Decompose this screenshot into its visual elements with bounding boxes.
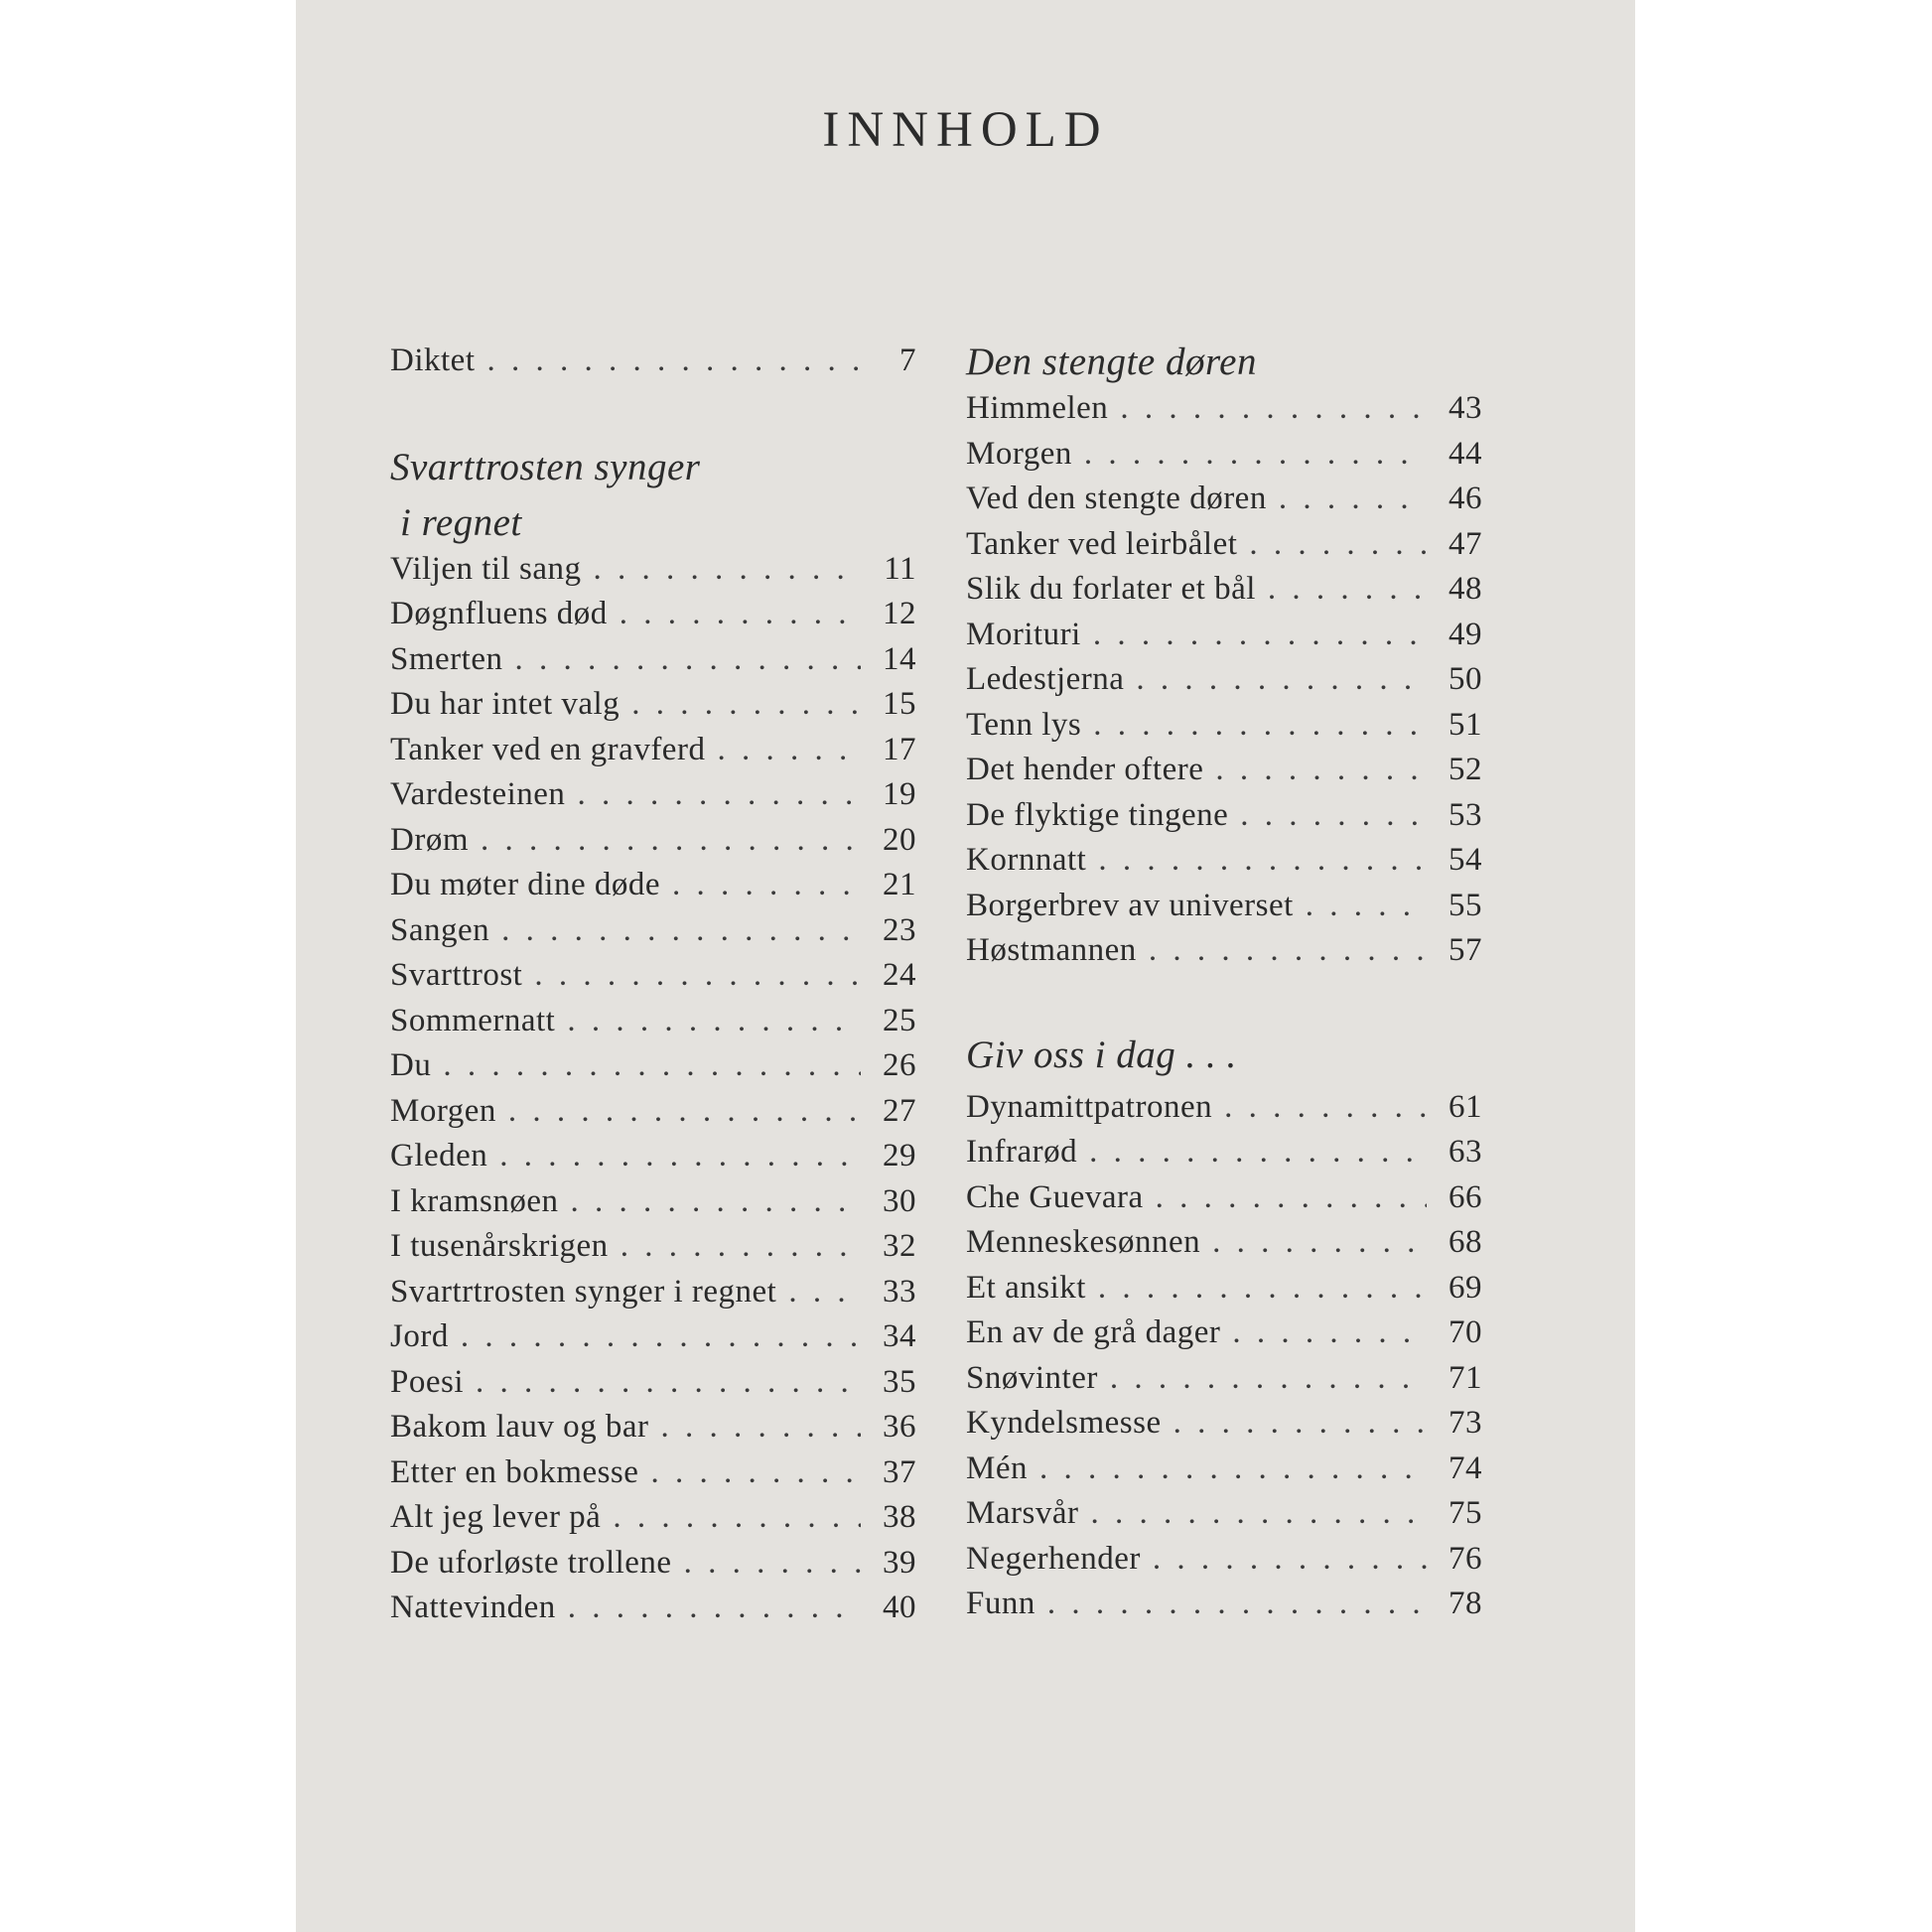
toc-entry	[390, 1274, 916, 1319]
dot-leader	[613, 1499, 861, 1536]
entry-title: Gleden	[390, 1138, 488, 1173]
dot-leader	[1240, 797, 1427, 834]
toc-entry	[966, 661, 1482, 707]
entry-title: Morgen	[966, 435, 1072, 472]
entry-page: 11	[884, 550, 916, 587]
dot-leader	[650, 1454, 861, 1491]
entry-title: I tusenårskrigen	[390, 1228, 609, 1264]
toc-entry	[390, 1093, 916, 1139]
dot-leader	[1089, 1134, 1427, 1171]
toc-entry	[966, 1541, 1482, 1587]
toc-entry	[390, 1454, 916, 1500]
entry-title: Ledestjerna	[966, 661, 1125, 697]
dot-leader	[684, 1545, 861, 1582]
toc-entry-list	[966, 1089, 1482, 1631]
entry-title: Alt jeg lever på	[390, 1499, 602, 1535]
entry-title: Du	[390, 1047, 432, 1083]
dot-leader	[1047, 1586, 1427, 1622]
entry-title: Snøvinter	[966, 1359, 1098, 1396]
entry-title: Du møter dine døde	[390, 867, 661, 902]
dot-leader	[661, 1409, 861, 1446]
entry-title: Etter en bokmesse	[390, 1453, 639, 1490]
entry-title: Du har intet valg	[390, 686, 621, 722]
dot-leader	[481, 822, 861, 859]
entry-title: Nattevinden	[390, 1589, 556, 1625]
toc-entry	[390, 912, 916, 958]
entry-title: De uforløste trollene	[390, 1544, 672, 1581]
entry-title: Sangen	[390, 911, 490, 948]
toc-entry	[390, 1589, 916, 1635]
toc-entry	[966, 571, 1482, 617]
toc-entry	[966, 932, 1482, 978]
toc-entry	[390, 822, 916, 868]
toc-entry	[966, 1179, 1482, 1225]
toc-entry	[966, 1360, 1482, 1406]
toc-entry	[966, 888, 1482, 933]
entry-page: 23	[883, 911, 916, 948]
entry-title: I kramsnøen	[390, 1182, 559, 1219]
entry-title: Dynamittpatronen	[966, 1088, 1213, 1125]
entry-page: 30	[883, 1182, 916, 1219]
page-title: INNHOLD	[822, 102, 1109, 158]
dot-leader	[1268, 571, 1427, 608]
entry-title: Funn	[966, 1586, 1035, 1621]
toc-left-column	[390, 343, 916, 1635]
entry-page: 40	[883, 1589, 916, 1625]
entry-title: Infrarød	[966, 1134, 1078, 1170]
entry-page: 35	[883, 1363, 916, 1400]
toc-entry	[966, 1495, 1482, 1541]
toc-entry	[966, 1270, 1482, 1315]
toc-entry	[390, 1138, 916, 1183]
dot-leader	[1084, 436, 1427, 473]
dot-leader	[620, 596, 861, 632]
toc-entry	[966, 842, 1482, 888]
entry-title: Jord	[390, 1318, 449, 1354]
dot-leader	[672, 867, 861, 903]
toc-entry	[390, 1318, 916, 1364]
toc-entry	[390, 1003, 916, 1048]
entry-page: 19	[883, 776, 916, 812]
entry-page: 29	[883, 1138, 916, 1173]
entry-title: Svartrtrosten synger i regnet	[390, 1273, 777, 1310]
entry-page: 68	[1449, 1224, 1482, 1260]
entry-page: 21	[883, 867, 916, 902]
dot-leader	[1215, 752, 1427, 788]
entry-page: 12	[883, 596, 916, 631]
toc-entry	[966, 707, 1482, 753]
dot-leader	[1306, 888, 1427, 924]
section-heading: Svarttrosten synger	[390, 445, 701, 488]
toc-entry	[390, 867, 916, 912]
dot-leader	[508, 1093, 861, 1130]
dot-leader	[631, 686, 861, 723]
entry-page: 20	[883, 821, 916, 858]
dot-leader	[1136, 661, 1427, 698]
toc-entry	[966, 752, 1482, 797]
book-page	[296, 0, 1635, 1932]
dot-leader	[1153, 1541, 1427, 1578]
section-heading-line2: i regnet	[400, 500, 522, 544]
dot-leader	[1279, 481, 1427, 517]
dot-leader	[1173, 1405, 1427, 1442]
toc-entry	[966, 1089, 1482, 1135]
entry-page: 38	[883, 1499, 916, 1535]
entry-title: Che Guevara	[966, 1178, 1144, 1215]
dot-leader	[1110, 1360, 1427, 1397]
toc-entry	[966, 481, 1482, 526]
entry-title: Svarttrost	[390, 957, 523, 993]
toc-entry	[966, 797, 1482, 843]
dot-leader	[577, 776, 861, 813]
entry-title: Ved den stengte døren	[966, 481, 1267, 516]
entry-page: 52	[1449, 752, 1482, 787]
dot-leader	[594, 551, 862, 588]
toc-entry	[390, 1183, 916, 1229]
entry-page: 63	[1449, 1134, 1482, 1170]
entry-page: 75	[1449, 1495, 1482, 1531]
entry-page: 27	[883, 1092, 916, 1129]
dot-leader	[514, 641, 861, 678]
entry-page: 54	[1449, 842, 1482, 878]
dot-leader	[1098, 1270, 1427, 1307]
toc-entry-list	[390, 551, 916, 1635]
entry-page: 66	[1449, 1178, 1482, 1215]
dot-leader	[461, 1318, 861, 1355]
toc-entry	[966, 526, 1482, 572]
dot-leader	[1249, 526, 1427, 563]
entry-title: De flyktige tingene	[966, 796, 1229, 833]
toc-entry	[390, 551, 916, 597]
entry-title: Negerhender	[966, 1540, 1141, 1577]
entry-page: 39	[883, 1544, 916, 1581]
dot-leader	[717, 732, 861, 768]
entry-title: Drøm	[390, 821, 469, 858]
toc-entry	[966, 1405, 1482, 1450]
entry-page: 43	[1449, 390, 1482, 426]
dot-leader	[1232, 1314, 1427, 1351]
toc-entry	[390, 957, 916, 1003]
dot-leader	[501, 912, 861, 949]
toc-entry	[390, 596, 916, 641]
entry-page: 48	[1449, 571, 1482, 607]
entry-title: Tenn lys	[966, 706, 1082, 743]
dot-leader	[1090, 1495, 1427, 1532]
toc-entry	[390, 776, 916, 822]
entry-title: Poesi	[390, 1363, 465, 1400]
entry-title: Morgen	[390, 1092, 496, 1129]
dot-leader	[1098, 842, 1427, 879]
entry-page: 46	[1449, 481, 1482, 516]
entry-page: 78	[1449, 1586, 1482, 1621]
entry-page: 25	[883, 1002, 916, 1038]
entry-page: 50	[1449, 661, 1482, 697]
entry-page: 17	[883, 731, 916, 767]
toc-entry	[390, 1545, 916, 1590]
toc-entry	[966, 1224, 1482, 1270]
dot-leader	[568, 1589, 861, 1626]
entry-title: Borgerbrev av universet	[966, 887, 1294, 923]
dot-leader	[1093, 617, 1427, 653]
toc-entry	[390, 641, 916, 687]
toc-entry	[390, 343, 916, 388]
entry-title: Menneskesønnen	[966, 1224, 1201, 1260]
entry-page: 34	[883, 1318, 916, 1354]
dot-leader	[476, 1364, 861, 1401]
entry-page: 32	[883, 1228, 916, 1264]
entry-page: 57	[1449, 932, 1482, 968]
dot-leader	[567, 1003, 861, 1039]
dot-leader	[1149, 932, 1427, 969]
entry-page: 51	[1449, 706, 1482, 743]
entry-page: 55	[1449, 887, 1482, 923]
dot-leader	[1120, 390, 1427, 427]
dot-leader	[534, 957, 861, 994]
entry-title: Vardesteinen	[390, 776, 566, 812]
entry-page: 36	[883, 1409, 916, 1445]
toc-entry	[390, 732, 916, 777]
entry-title: Høstmannen	[966, 932, 1137, 968]
entry-page: 15	[883, 686, 916, 722]
entry-title: En av de grå dager	[966, 1314, 1221, 1350]
entry-page: 7	[899, 343, 916, 378]
section-heading: Giv oss i dag . . .	[966, 1033, 1237, 1076]
entry-page: 33	[883, 1273, 916, 1310]
entry-title: Smerten	[390, 640, 503, 677]
entry-page: 24	[883, 957, 916, 993]
dot-leader	[499, 1138, 861, 1174]
toc-entry	[966, 617, 1482, 662]
entry-page: 26	[883, 1047, 916, 1083]
toc-entry	[390, 1047, 916, 1093]
toc-entry	[390, 686, 916, 732]
entry-title: Viljen til sang	[390, 550, 582, 587]
entry-title: Marsvår	[966, 1495, 1079, 1531]
entry-title: Mén	[966, 1449, 1028, 1486]
entry-title: Bakom lauv og bar	[390, 1409, 649, 1445]
dot-leader	[621, 1228, 861, 1265]
dot-leader	[788, 1274, 861, 1311]
entry-title: Diktet	[390, 343, 476, 378]
entry-title: Sommernatt	[390, 1002, 556, 1038]
entry-title: Morituri	[966, 616, 1081, 652]
dot-leader	[1156, 1179, 1427, 1216]
dot-leader	[571, 1183, 861, 1220]
toc-entry	[390, 1409, 916, 1454]
dot-leader	[486, 343, 861, 379]
entry-page: 14	[883, 640, 916, 677]
entry-page: 73	[1449, 1405, 1482, 1441]
toc-entry	[966, 390, 1482, 436]
entry-title: Et ansikt	[966, 1269, 1086, 1306]
toc-entry	[390, 1364, 916, 1410]
toc-right-column	[966, 343, 1482, 1631]
entry-page: 71	[1449, 1359, 1482, 1396]
toc-entry	[966, 1450, 1482, 1496]
dot-leader	[1039, 1450, 1427, 1487]
entry-title: Kornnatt	[966, 842, 1087, 878]
dot-leader	[1224, 1089, 1427, 1126]
toc-entry-list	[966, 390, 1482, 978]
entry-page: 74	[1449, 1449, 1482, 1486]
entry-page: 37	[883, 1453, 916, 1490]
toc-entry	[966, 1314, 1482, 1360]
entry-page: 70	[1449, 1314, 1482, 1350]
entry-page: 69	[1449, 1269, 1482, 1306]
entry-title: Det hender oftere	[966, 752, 1204, 787]
entry-title: Slik du forlater et bål	[966, 571, 1256, 607]
entry-title: Døgnfluens død	[390, 596, 608, 631]
entry-title: Kyndelsmesse	[966, 1405, 1162, 1441]
entry-page: 76	[1449, 1540, 1482, 1577]
toc-entry	[966, 436, 1482, 482]
toc-entry	[390, 1499, 916, 1545]
entry-page: 47	[1449, 525, 1482, 562]
dot-leader	[1093, 707, 1427, 744]
toc-entry	[966, 1586, 1482, 1631]
entry-page: 53	[1449, 796, 1482, 833]
section-heading: Den stengte døren	[966, 341, 1257, 383]
toc-entry	[966, 1134, 1482, 1179]
entry-page: 61	[1449, 1088, 1482, 1125]
entry-page: 49	[1449, 616, 1482, 652]
dot-leader	[1212, 1224, 1427, 1261]
dot-leader	[443, 1047, 861, 1084]
entry-page: 44	[1449, 435, 1482, 472]
entry-title: Himmelen	[966, 390, 1109, 426]
toc-entry	[390, 1228, 916, 1274]
entry-title: Tanker ved en gravferd	[390, 731, 706, 767]
entry-title: Tanker ved leirbålet	[966, 525, 1238, 562]
